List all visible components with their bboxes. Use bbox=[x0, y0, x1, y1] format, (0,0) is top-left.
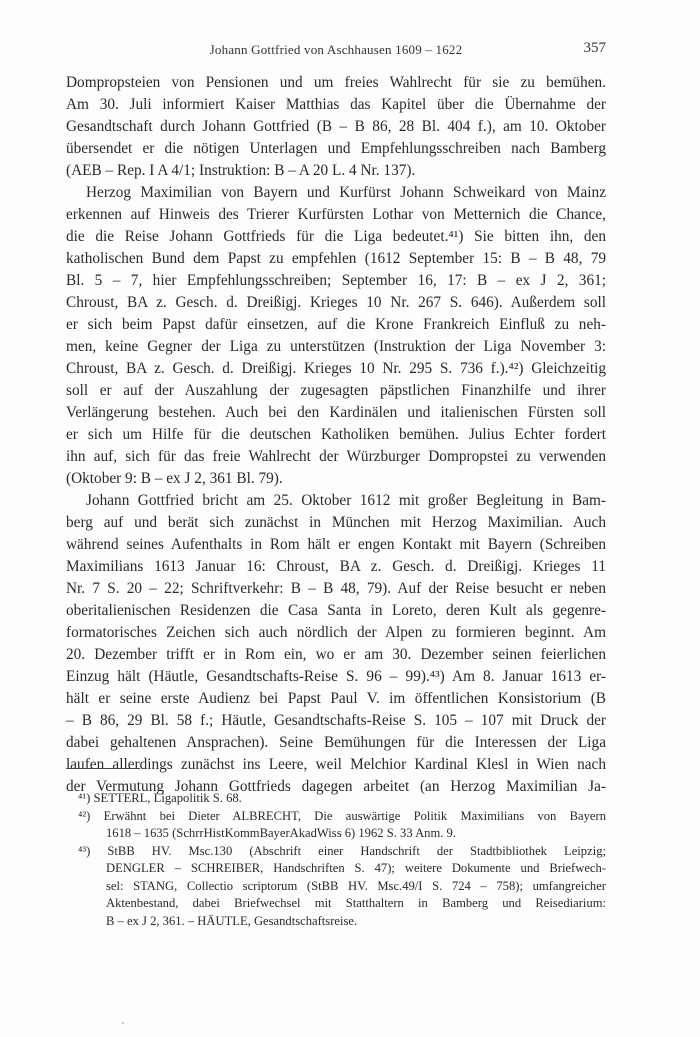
text-line: Einzug hält (Häutle, Gesandtschafts-Reise S. 96 – 99).⁴³) Am 8. Januar 1613 er- bbox=[66, 668, 606, 685]
footnote-41: ⁴¹) SETTERL, Ligapolitik S. 68. bbox=[78, 791, 242, 805]
text-line: oberitalienischen Residenzen die Casa Santa in Loreto, deren Kult als gegenre- bbox=[66, 602, 606, 619]
page-number: 357 bbox=[583, 40, 606, 56]
text-line: er sich um Hilfe für die deutschen Katholiken bemühen. Julius Echter fordert bbox=[66, 426, 606, 443]
text-line: – B 86, 29 Bl. 58 f.; Häutle, Gesandtschafts-Reise S. 105 – 107 mit Druck der bbox=[66, 712, 606, 729]
text-line: men, keine Gegner der Liga zu unterstützen (Instruktion der Liga November 3: bbox=[66, 338, 606, 355]
text-line: Herzog Maximilian von Bayern und Kurfürst Johann Schweikard von Mainz bbox=[86, 184, 606, 201]
text-line: laufen allerdings zunächst ins Leere, weil Melchior Kardinal Klesl in Wien nach bbox=[66, 756, 606, 773]
text-line: die die Reise Johann Gottfrieds für die Liga bedeutet.⁴¹) Sie bitten ihn, den bbox=[66, 228, 606, 245]
footnotes bbox=[66, 790, 606, 930]
text-line: erkennen auf Hinweis des Trierer Kurfürsten Lothar von Metternich die Chance, bbox=[66, 206, 606, 223]
text-line: Gesandtschaft durch Johann Gottfried (B – B 86, 28 Bl. 404 f.), am 10. Oktober bbox=[66, 118, 606, 135]
footnote-divider bbox=[66, 768, 140, 769]
text-line: der Vermutung Johann Gottfrieds dagegen arbeitet (an Herzog Maximilian Ja- bbox=[66, 778, 606, 795]
paper-speck bbox=[122, 1022, 124, 1024]
running-title: Johann Gottfried von Aschhausen 1609 – 1622 bbox=[209, 42, 463, 57]
text-line: formatorisches Zeichen sich auch nördlich der Alpen zu formieren beginnt. Am bbox=[66, 624, 606, 641]
text-line: Dompropsteien von Pensionen und um freies Wahlrecht für sie zu bemühen. bbox=[66, 74, 606, 91]
text-line: hält er seine erste Audienz bei Papst Paul V. im öffentlichen Konsistorium (B bbox=[66, 690, 606, 707]
text-line: dabei gehaltenen Ansprachen). Seine Bemühungen für die Interessen der Liga bbox=[66, 734, 606, 751]
body-text bbox=[66, 72, 606, 798]
text-line: berg auf und berät sich zunächst in München mit Herzog Maximilian. Auch bbox=[66, 514, 606, 531]
text-line: Maximilians 1613 Januar 16: Chroust, BA z. Gesch. d. Dreißigj. Krieges 11 bbox=[66, 558, 606, 575]
footnote-43-cont: B – ex J 2, 361. – HÄUTLE, Gesandtschaftsreise. bbox=[106, 913, 358, 928]
text-line: Bl. 5 – 7, hier Empfehlungsschreiben; September 16, 17: B – ex J 2, 361; bbox=[66, 272, 606, 289]
footnote-42-cont: 1618 – 1635 (SchrrHistKommBayerAkadWiss 6) 1962 S. 33 Anm. 9. bbox=[106, 826, 456, 840]
text-line: Johann Gottfried bricht am 25. Oktober 1612 mit großer Begleitung in Bam- bbox=[86, 492, 606, 509]
text-line: Nr. 7 S. 20 – 22; Schriftverkehr: B – B 48, 79). Auf der Reise besucht er neben bbox=[66, 580, 606, 597]
text-line: (AEB – Rep. I A 4/1; Instruktion: B – A 20 L. 4 Nr. 137). bbox=[66, 162, 416, 179]
footnote-42: ⁴²) Erwähnt bei Dieter ALBRECHT, Die auswärtige Politik Maximilians von Bayern bbox=[78, 808, 606, 823]
text-line: Chroust, BA z. Gesch. d. Dreißigj. Krieges 10 Nr. 295 S. 736 f.).⁴²) Gleichzeitig bbox=[66, 360, 606, 377]
text-line: übersendet er die nötigen Unterlagen und Empfehlungsschreiben nach Bamberg bbox=[66, 140, 606, 157]
text-line: 20. Dezember trifft er in Rom ein, wo er am 30. Dezember seinen feierlichen bbox=[66, 646, 606, 663]
text-line: Chroust, BA z. Gesch. d. Dreißigj. Krieges 10 Nr. 267 S. 646). Außerdem soll bbox=[66, 294, 606, 311]
text-line: (Oktober 9: B – ex J 2, 361 Bl. 79). bbox=[66, 470, 283, 487]
text-line: während seines Aufenthalts in Rom hält er engen Kontakt mit Bayern (Schreiben bbox=[66, 536, 606, 553]
text-line: Am 30. Juli informiert Kaiser Matthias das Kapitel über die Übernahme der bbox=[66, 96, 606, 113]
footnote-43-cont: DENGLER – SCHREIBER, Handschriften S. 47); weitere Dokumente und Briefwech- bbox=[106, 861, 606, 875]
text-line: soll er auf der Auszahlung der zugesagten päpstlichen Finanzhilfe und ihrer bbox=[66, 382, 606, 399]
text-line: ihn auf, sich für das freie Wahlrecht der Würzburger Dompropstei zu verwenden bbox=[66, 448, 606, 465]
footnote-43-cont: Aktenbestand, dabei Briefwechsel mit Statthaltern in Bamberg und Reisediarium: bbox=[106, 896, 606, 910]
text-line: katholischen Bund dem Papst zu empfehlen (1612 September 15: B – B 48, 79 bbox=[66, 250, 606, 267]
text-line: Verlängerung bestehen. Auch bei den Kardinälen und italienischen Fürsten soll bbox=[66, 404, 606, 421]
text-line: er sich beim Papst dafür einsetzen, auf die Krone Frankreich Einfluß zu neh- bbox=[66, 316, 606, 333]
footnote-43-cont: sel: STANG, Collectio scriptorum (StBB HV. Msc.49/I S. 724 – 758); umfangreicher bbox=[106, 878, 606, 893]
footnote-43: ⁴³) StBB HV. Msc.130 (Abschrift einer Handschrift der Stadtbibliothek Leipzig; bbox=[78, 843, 606, 858]
